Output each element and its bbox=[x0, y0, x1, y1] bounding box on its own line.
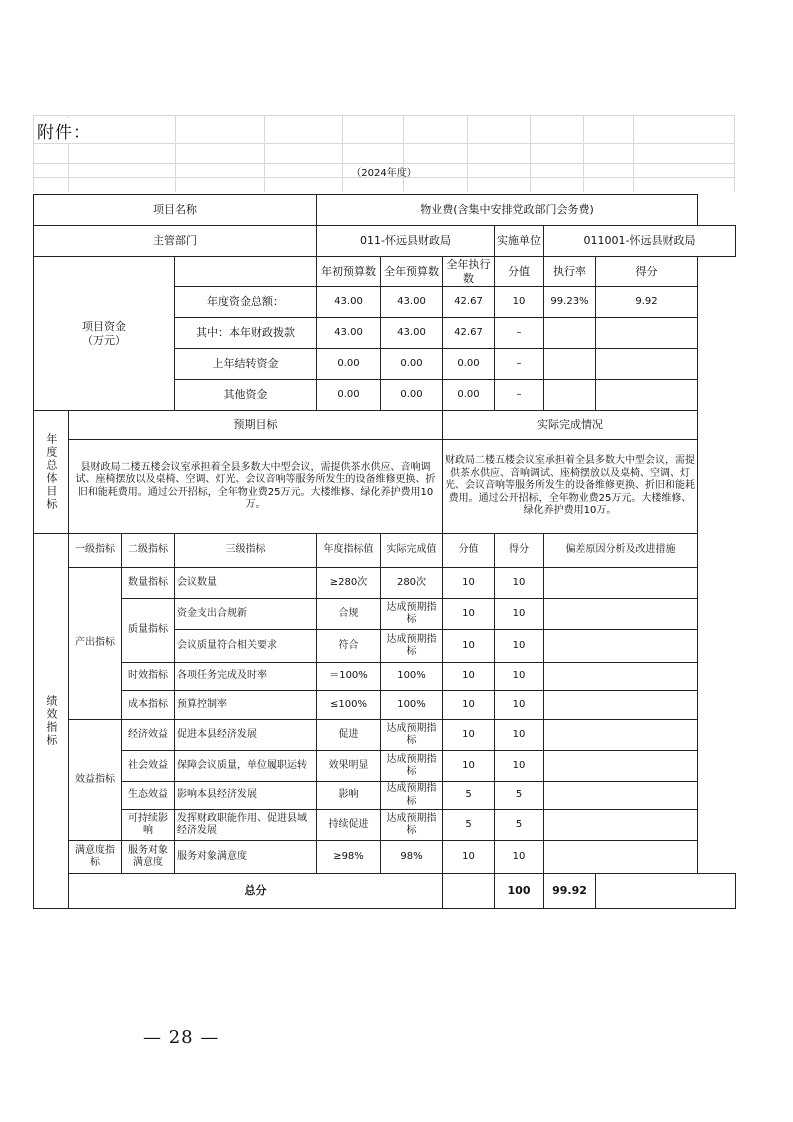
subgroup-social: 社会效益 bbox=[122, 751, 175, 782]
weight: 10 bbox=[443, 720, 495, 751]
actual-goal-label: 实际完成情况 bbox=[443, 411, 698, 440]
funds-label: 项目资金 （万元） bbox=[34, 257, 175, 411]
deviation-note bbox=[544, 630, 698, 663]
funds-header: 年初预算数 bbox=[317, 257, 381, 287]
perf-header: 年度指标值 bbox=[317, 534, 381, 568]
subgroup-timeliness: 时效指标 bbox=[122, 663, 175, 691]
funds-header: 得分 bbox=[596, 257, 698, 287]
funds-weight: 10 bbox=[495, 287, 544, 318]
total-label: 总分 bbox=[69, 874, 443, 909]
weight: 10 bbox=[443, 841, 495, 874]
weight: 10 bbox=[443, 630, 495, 663]
funds-blank-cell bbox=[175, 257, 317, 287]
target-value: ＝100% bbox=[317, 663, 381, 691]
weight: 10 bbox=[443, 663, 495, 691]
score: 10 bbox=[495, 568, 544, 599]
perf-header: 三级指标 bbox=[175, 534, 317, 568]
score: 10 bbox=[495, 599, 544, 630]
deviation-note bbox=[544, 663, 698, 691]
perf-header: 二级指标 bbox=[122, 534, 175, 568]
actual-value: 100% bbox=[381, 663, 443, 691]
funds-score bbox=[596, 318, 698, 349]
score: 10 bbox=[495, 841, 544, 874]
target-value: 效果明显 bbox=[317, 751, 381, 782]
funds-annual: 43.00 bbox=[381, 287, 443, 318]
third-indicator: 预算控制率 bbox=[175, 691, 317, 720]
actual-value: 98% bbox=[381, 841, 443, 874]
target-value: 持续促进 bbox=[317, 810, 381, 841]
funds-weight: – bbox=[495, 349, 544, 380]
funds-row-label: 上年结转资金 bbox=[175, 349, 317, 380]
target-value: 影响 bbox=[317, 782, 381, 810]
performance-evaluation-table bbox=[33, 194, 736, 909]
funds-rate bbox=[544, 380, 596, 411]
funds-initial: 0.00 bbox=[317, 349, 381, 380]
dept-label: 主管部门 bbox=[34, 226, 317, 257]
funds-header: 分值 bbox=[495, 257, 544, 287]
actual-value: 达成预期指标 bbox=[381, 810, 443, 841]
sheet-gridlines bbox=[33, 115, 735, 192]
total-weight: 100 bbox=[495, 874, 544, 909]
third-indicator: 各项任务完成及时率 bbox=[175, 663, 317, 691]
deviation-note bbox=[544, 599, 698, 630]
actual-goal-text: 财政局二楼五楼会议室承担着全县多数大中型会议，需提供茶水供应、音响调试、座椅摆放以及桌椅、空调、灯光、会议音响等服务所发生的设备维修更换、折旧和能耗费用。通过公开招标，全年物业费25万元。大楼维修、绿化养护费用10万。 bbox=[443, 440, 698, 534]
funds-weight: – bbox=[495, 318, 544, 349]
funds-score: 9.92 bbox=[596, 287, 698, 318]
funds-row-label: 其他资金 bbox=[175, 380, 317, 411]
actual-value: 达成预期指标 bbox=[381, 599, 443, 630]
perf-header: 分值 bbox=[443, 534, 495, 568]
dept: 011-怀远县财政局 bbox=[317, 226, 495, 257]
perf-header: 偏差原因分析及改进措施 bbox=[544, 534, 698, 568]
actual-value: 达成预期指标 bbox=[381, 751, 443, 782]
target-value: 促进 bbox=[317, 720, 381, 751]
score: 5 bbox=[495, 810, 544, 841]
third-indicator: 资金支出合规新 bbox=[175, 599, 317, 630]
actual-value: 100% bbox=[381, 691, 443, 720]
deviation-note bbox=[544, 568, 698, 599]
funds-rate: 99.23% bbox=[544, 287, 596, 318]
weight: 5 bbox=[443, 810, 495, 841]
funds-row-label: 其中：本年财政拨款 bbox=[175, 318, 317, 349]
group-satisfaction: 满意度指标 bbox=[69, 841, 122, 874]
actual-value: 280次 bbox=[381, 568, 443, 599]
group-benefit: 效益指标 bbox=[69, 720, 122, 841]
impl-unit: 011001-怀远县财政局 bbox=[544, 226, 736, 257]
funds-rate bbox=[544, 349, 596, 380]
funds-header: 全年预算数 bbox=[381, 257, 443, 287]
third-indicator: 发挥财政职能作用、促进县域经济发展 bbox=[175, 810, 317, 841]
actual-value: 达成预期指标 bbox=[381, 630, 443, 663]
weight: 5 bbox=[443, 782, 495, 810]
funds-annual: 0.00 bbox=[381, 380, 443, 411]
funds-rate bbox=[544, 318, 596, 349]
subgroup-cost: 成本指标 bbox=[122, 691, 175, 720]
funds-executed: 0.00 bbox=[443, 380, 495, 411]
weight: 10 bbox=[443, 751, 495, 782]
funds-executed: 42.67 bbox=[443, 287, 495, 318]
deviation-note bbox=[544, 782, 698, 810]
weight: 10 bbox=[443, 599, 495, 630]
actual-value: 达成预期指标 bbox=[381, 782, 443, 810]
score: 10 bbox=[495, 691, 544, 720]
goals-side-label: 年度总体目标 bbox=[34, 411, 69, 534]
target-value: 符合 bbox=[317, 630, 381, 663]
perf-header: 得分 bbox=[495, 534, 544, 568]
score: 10 bbox=[495, 663, 544, 691]
score: 5 bbox=[495, 782, 544, 810]
third-indicator: 会议数量 bbox=[175, 568, 317, 599]
perf-header: 一级指标 bbox=[69, 534, 122, 568]
funds-annual: 43.00 bbox=[381, 318, 443, 349]
target-value: ≤100% bbox=[317, 691, 381, 720]
deviation-note bbox=[544, 810, 698, 841]
weight: 10 bbox=[443, 568, 495, 599]
score: 10 bbox=[495, 630, 544, 663]
funds-initial: 43.00 bbox=[317, 287, 381, 318]
project-name-label: 项目名称 bbox=[34, 195, 317, 226]
impl-label: 实施单位 bbox=[495, 226, 544, 257]
third-indicator: 促进本县经济发展 bbox=[175, 720, 317, 751]
target-value: 合规 bbox=[317, 599, 381, 630]
subgroup-sustainable: 可持续影响 bbox=[122, 810, 175, 841]
third-indicator: 影响本县经济发展 bbox=[175, 782, 317, 810]
funds-executed: 42.67 bbox=[443, 318, 495, 349]
funds-score bbox=[596, 349, 698, 380]
subgroup-ecological: 生态效益 bbox=[122, 782, 175, 810]
funds-header: 全年执行数 bbox=[443, 257, 495, 287]
subgroup-quantity: 数量指标 bbox=[122, 568, 175, 599]
actual-value: 达成预期指标 bbox=[381, 720, 443, 751]
total-blank-cell bbox=[443, 874, 495, 909]
deviation-note bbox=[544, 691, 698, 720]
score: 10 bbox=[495, 720, 544, 751]
deviation-note bbox=[544, 841, 698, 874]
total-score: 99.92 bbox=[544, 874, 596, 909]
funds-header: 执行率 bbox=[544, 257, 596, 287]
group-output: 产出指标 bbox=[69, 568, 122, 720]
page-number: — 28 — bbox=[143, 1027, 220, 1048]
third-indicator: 会议质量符合相关要求 bbox=[175, 630, 317, 663]
project-name: 物业费(含集中安排党政部门会务费) bbox=[317, 195, 698, 226]
deviation-note bbox=[544, 751, 698, 782]
funds-score bbox=[596, 380, 698, 411]
attachment-label: 附件： bbox=[37, 118, 97, 143]
expected-goal-label: 预期目标 bbox=[69, 411, 443, 440]
funds-annual: 0.00 bbox=[381, 349, 443, 380]
expected-goal-text: 县财政局二楼五楼会议室承担着全县多数大中型会议，需提供茶水供应、音响调试、座椅摆放以及桌椅、空调、灯光、会议音响等服务所发生的设备维修更换、折旧和能耗费用。通过公开招标，全年物业费25万元。大楼维修、绿化养护费用10万。 bbox=[69, 440, 443, 534]
subgroup-service: 服务对象满意度 bbox=[122, 841, 175, 874]
target-value: ≥98% bbox=[317, 841, 381, 874]
funds-row-label: 年度资金总额： bbox=[175, 287, 317, 318]
total-note bbox=[596, 874, 736, 909]
deviation-note bbox=[544, 720, 698, 751]
third-indicator: 服务对象满意度 bbox=[175, 841, 317, 874]
funds-initial: 43.00 bbox=[317, 318, 381, 349]
report-year: （2024年度） bbox=[351, 168, 417, 179]
funds-weight: – bbox=[495, 380, 544, 411]
weight: 10 bbox=[443, 691, 495, 720]
perf-header: 实际完成值 bbox=[381, 534, 443, 568]
funds-initial: 0.00 bbox=[317, 380, 381, 411]
score: 10 bbox=[495, 751, 544, 782]
subgroup-economic: 经济效益 bbox=[122, 720, 175, 751]
third-indicator: 保障会议质量，单位履职运转 bbox=[175, 751, 317, 782]
funds-executed: 0.00 bbox=[443, 349, 495, 380]
subgroup-quality: 质量指标 bbox=[122, 599, 175, 663]
performance-side-label: 绩效指标 bbox=[34, 534, 69, 909]
target-value: ≥280次 bbox=[317, 568, 381, 599]
